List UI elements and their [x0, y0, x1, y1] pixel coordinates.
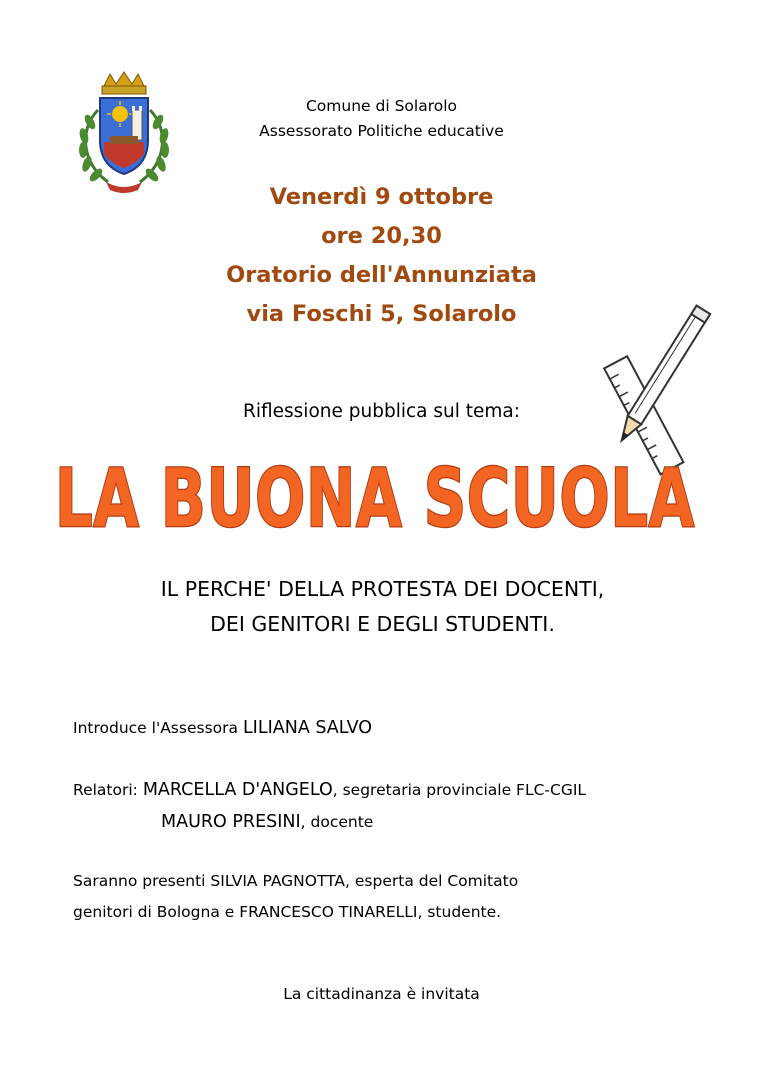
speaker-2-name: MAURO PRESINI: [161, 812, 301, 832]
municipality-header: [190, 94, 573, 144]
subtitle-line-2: DEI GENITORI E DEGLI STUDENTI.: [210, 612, 555, 636]
guests-paragraph: [73, 866, 733, 928]
introducer-name: LILIANA SALVO: [242, 718, 373, 738]
speaker-1-role: , segretaria provinciale FLC-CGIL: [332, 781, 587, 799]
event-address: via Foschi 5, Solarolo: [246, 301, 517, 327]
event-time: ore 20,30: [321, 223, 442, 249]
guests-line-2: genitori di Bologna e FRANCESCO TINARELLI, studente.: [73, 903, 502, 921]
department-name: Assessorato Politiche educative: [259, 122, 504, 140]
subtitle: [90, 572, 675, 642]
municipality-name: Comune di Solarolo: [305, 97, 458, 115]
intro-line: Riflessione pubblica sul tema:: [243, 401, 520, 422]
event-venue: Oratorio dell'Annunziata: [226, 262, 537, 288]
speaker-1-name: MARCELLA D'ANGELO: [142, 780, 333, 800]
subtitle-line-1: IL PERCHE' DELLA PROTESTA DEI DOCENTI,: [160, 577, 605, 601]
speaker-row-2: [161, 810, 721, 834]
event-details: [150, 178, 613, 334]
guests-line-1: Saranno presenti SILVIA PAGNOTTA, esperta del Comitato: [73, 872, 519, 890]
speakers-label: Relatori:: [73, 781, 143, 799]
closing-line: La cittadinanza è invitata: [283, 985, 480, 1003]
speaker-2-role: , docente: [300, 813, 374, 831]
speaker-row-1: [73, 778, 733, 802]
headline-text: LA BUONA SCUOLA: [55, 452, 695, 545]
introducer-label: Introduce l'Assessora: [73, 719, 243, 737]
headline: [40, 440, 710, 552]
event-date: Venerdì 9 ottobre: [269, 184, 494, 210]
introducer-line: [73, 716, 733, 740]
